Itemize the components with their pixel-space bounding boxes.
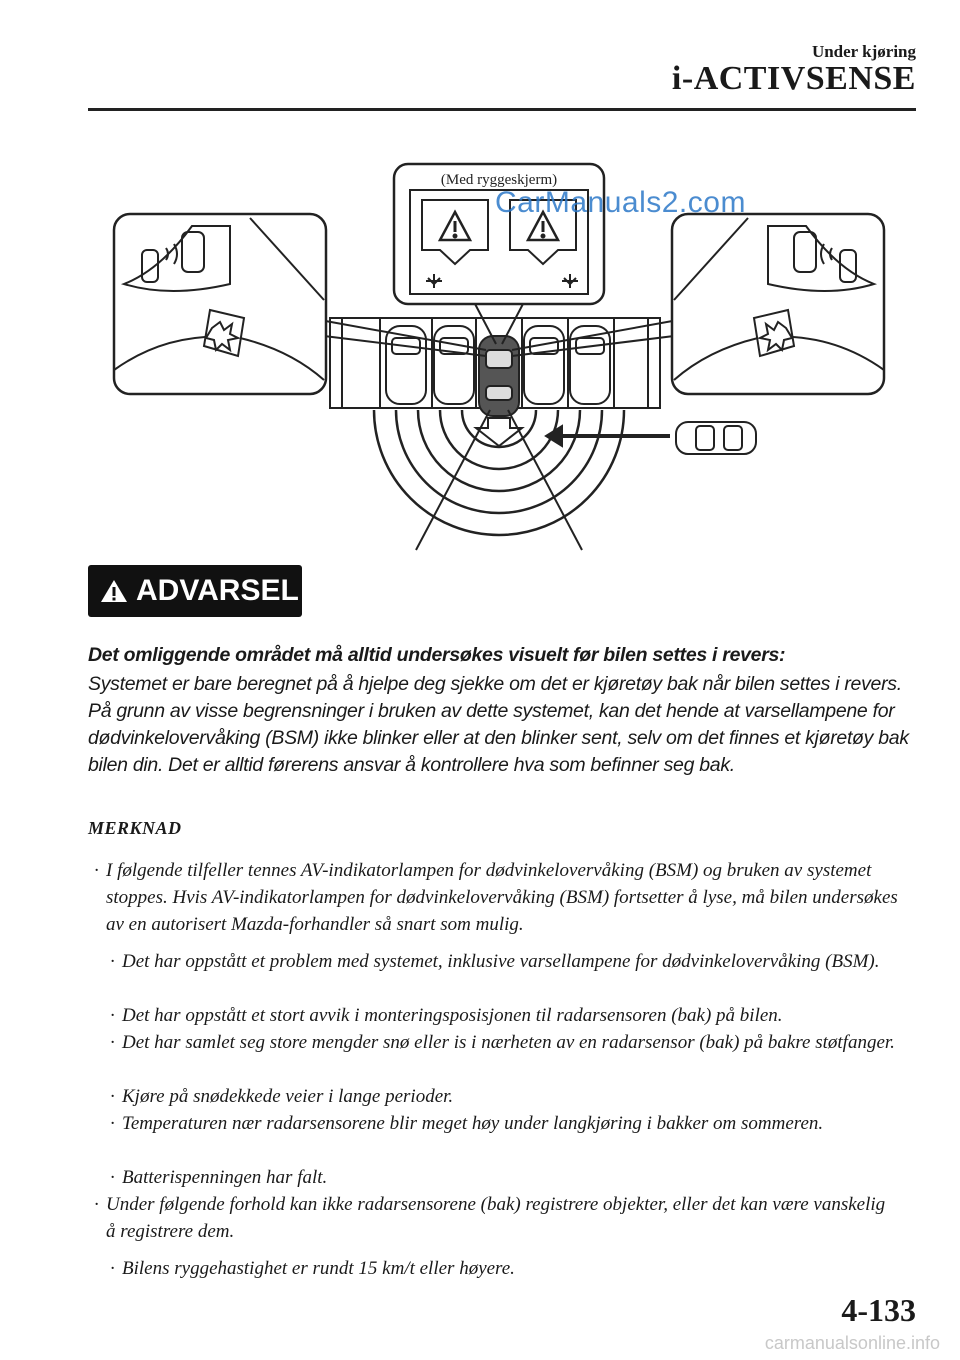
list-item bbox=[110, 1255, 902, 1282]
list-item bbox=[110, 948, 882, 975]
list-item bbox=[110, 1029, 898, 1056]
list-item-text: Temperaturen nær radarsensorene blir meget høy under langkjøring i bakker om sommeren. bbox=[122, 1113, 824, 1134]
list-item-text: Under følgende forhold kan ikke radarsensorene (bak) registrere objekter, eller det kan være vanskelig å registrere dem. bbox=[106, 1194, 886, 1242]
bullet: · bbox=[110, 1258, 115, 1279]
warning-heading: Det omliggende området må alltid undersøkes visuelt før bilen settes i revers: bbox=[88, 644, 786, 666]
watermark: CarManuals2.com bbox=[495, 186, 746, 219]
list-item bbox=[94, 1191, 896, 1245]
list-item-text: Bilens ryggehastighet er rundt 15 km/t eller høyere. bbox=[122, 1258, 515, 1279]
left-mirror-callout bbox=[114, 214, 326, 394]
warning-triangle-icon bbox=[100, 578, 128, 604]
rear-camera-display-callout bbox=[394, 164, 604, 304]
bullet: · bbox=[94, 860, 99, 881]
list-item bbox=[110, 1164, 902, 1191]
bullet: · bbox=[110, 1113, 115, 1134]
rear-crossing-traffic-diagram bbox=[110, 160, 890, 560]
bullet: · bbox=[110, 1032, 115, 1053]
warning-box bbox=[88, 565, 302, 617]
callout-label: (Med ryggeskjerm) bbox=[440, 172, 558, 188]
list-item-text: Det har oppstått et stort avvik i monteringsposisjonen til radarsensoren (bak) på bilen. bbox=[122, 1005, 783, 1026]
list-item-text: Det har oppstått et problem med systemet, inklusive varsellampene for dødvinkelovervåking (BSM). bbox=[122, 951, 880, 972]
warning-body: Systemet er bare beregnet på å hjelpe deg sjekke om det er kjøretøy bak når bilen settes i revers. På grunn av visse begrensninger i bruken av dette systemet, kan det hende at varsellampene for dødvinkelovervåking (BSM) ikke blinker eller at den blinker sent, selv om det finnes et kjøretøy bak bilen din. Det er alltid førerens ansvar å kontrollere hva som befinner seg bak. bbox=[88, 673, 909, 776]
note-title: MERKNAD bbox=[88, 818, 182, 838]
right-mirror-callout bbox=[672, 214, 884, 394]
list-item-text: Kjøre på snødekkede veier i lange perioder. bbox=[122, 1086, 454, 1107]
bullet: · bbox=[110, 1086, 115, 1107]
own-vehicle bbox=[479, 336, 519, 416]
warning-label: ADVARSEL bbox=[136, 574, 299, 607]
bullet: · bbox=[94, 1194, 99, 1215]
list-item-text: Batterispenningen har falt. bbox=[122, 1167, 328, 1188]
page-number: 4-133 bbox=[841, 1292, 916, 1328]
list-item bbox=[110, 1083, 902, 1110]
list-item bbox=[110, 1110, 862, 1137]
bullet: · bbox=[110, 951, 115, 972]
bullet: · bbox=[110, 1167, 115, 1188]
header-section: Under kjøring bbox=[811, 42, 916, 61]
header-title: i-ACTIVSENSE bbox=[671, 60, 916, 97]
list-item bbox=[110, 1002, 922, 1029]
header-rule bbox=[88, 108, 916, 111]
list-item bbox=[94, 857, 918, 938]
bullet: · bbox=[110, 1005, 115, 1026]
list-item-text: Det har samlet seg store mengder snø eller is i nærheten av en radarsensor (bak) på bakre støtfanger. bbox=[122, 1032, 895, 1053]
list-item-text: I følgende tilfeller tennes AV-indikatorlampen for dødvinkelovervåking (BSM) og bruken av systemet stoppes. Hvis AV-indikatorlampen for dødvinkelovervåking (BSM) fortsetter å lyse, må bilen undersøkes av en autorisert Mazda-forhandler så snart som mulig. bbox=[106, 860, 898, 935]
footer-watermark: carmanualsonline.info bbox=[764, 1333, 940, 1353]
